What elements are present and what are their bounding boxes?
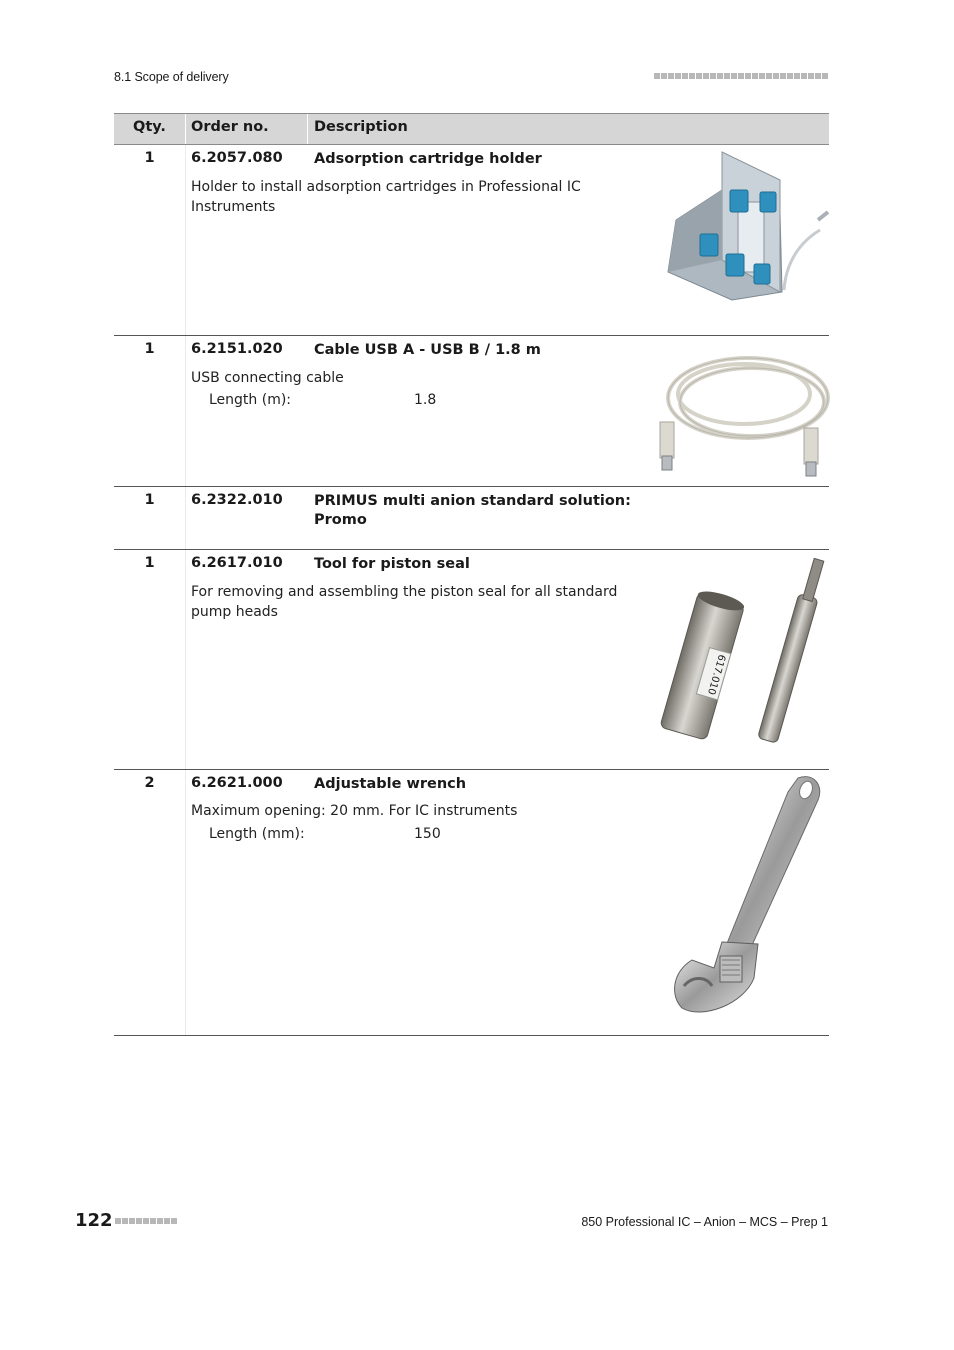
piston-seal-tool-image <box>652 554 832 746</box>
row-qty: 1 <box>144 341 155 357</box>
property-label: Length (mm): <box>209 826 305 842</box>
row-qty: 1 <box>144 150 155 166</box>
usb-cable-image <box>656 338 830 478</box>
row-title: Tool for piston seal <box>314 556 470 572</box>
svg-text:617.010: 617.010 <box>705 653 727 696</box>
property-value: 1.8 <box>414 392 437 408</box>
scope-of-delivery-table <box>114 113 829 1036</box>
adjustable-wrench-image <box>662 772 828 1020</box>
table-header <box>114 113 829 145</box>
row-order-no: 6.2151.020 <box>191 341 283 357</box>
row-description: For removing and assembling the piston seal for all standard pump heads <box>191 584 618 620</box>
running-header-section: 8.1 Scope of delivery <box>114 70 229 84</box>
row-qty: 2 <box>144 775 155 791</box>
row-title: Cable USB A - USB B / 1.8 m <box>314 342 541 358</box>
table-row <box>114 336 829 487</box>
table-row <box>114 770 829 1036</box>
table-row <box>114 145 829 336</box>
row-title: Adsorption cartridge holder <box>314 151 542 167</box>
row-description: USB connecting cable <box>191 370 344 386</box>
row-order-no: 6.2617.010 <box>191 555 283 571</box>
footer-decoration-dots <box>115 1218 177 1224</box>
cartridge-holder-image <box>662 150 830 302</box>
header-decoration-dots <box>654 73 828 79</box>
page-number: 122 <box>75 1210 113 1231</box>
row-description: Maximum opening: 20 mm. For IC instruments <box>191 803 518 819</box>
property-label: Length (m): <box>209 392 292 408</box>
footer-document-title: 850 Professional IC – Anion – MCS – Prep 1 <box>581 1215 828 1229</box>
row-qty: 1 <box>144 492 155 508</box>
row-description: Holder to install adsorption cartridges in Professional IC Instruments <box>191 179 581 215</box>
row-title: PRIMUS multi anion standard solution: Promo <box>314 493 631 528</box>
property-value: 150 <box>414 826 441 842</box>
row-order-no: 6.2057.080 <box>191 150 283 166</box>
row-title: Adjustable wrench <box>314 776 467 792</box>
row-order-no: 6.2621.000 <box>191 775 283 791</box>
col-description-header: Description <box>314 119 408 135</box>
table-row <box>114 487 829 550</box>
col-qty-header: Qty. <box>133 119 166 135</box>
table-row <box>114 550 829 770</box>
row-order-no: 6.2322.010 <box>191 492 283 508</box>
col-order-header: Order no. <box>191 119 269 135</box>
row-qty: 1 <box>144 555 155 571</box>
